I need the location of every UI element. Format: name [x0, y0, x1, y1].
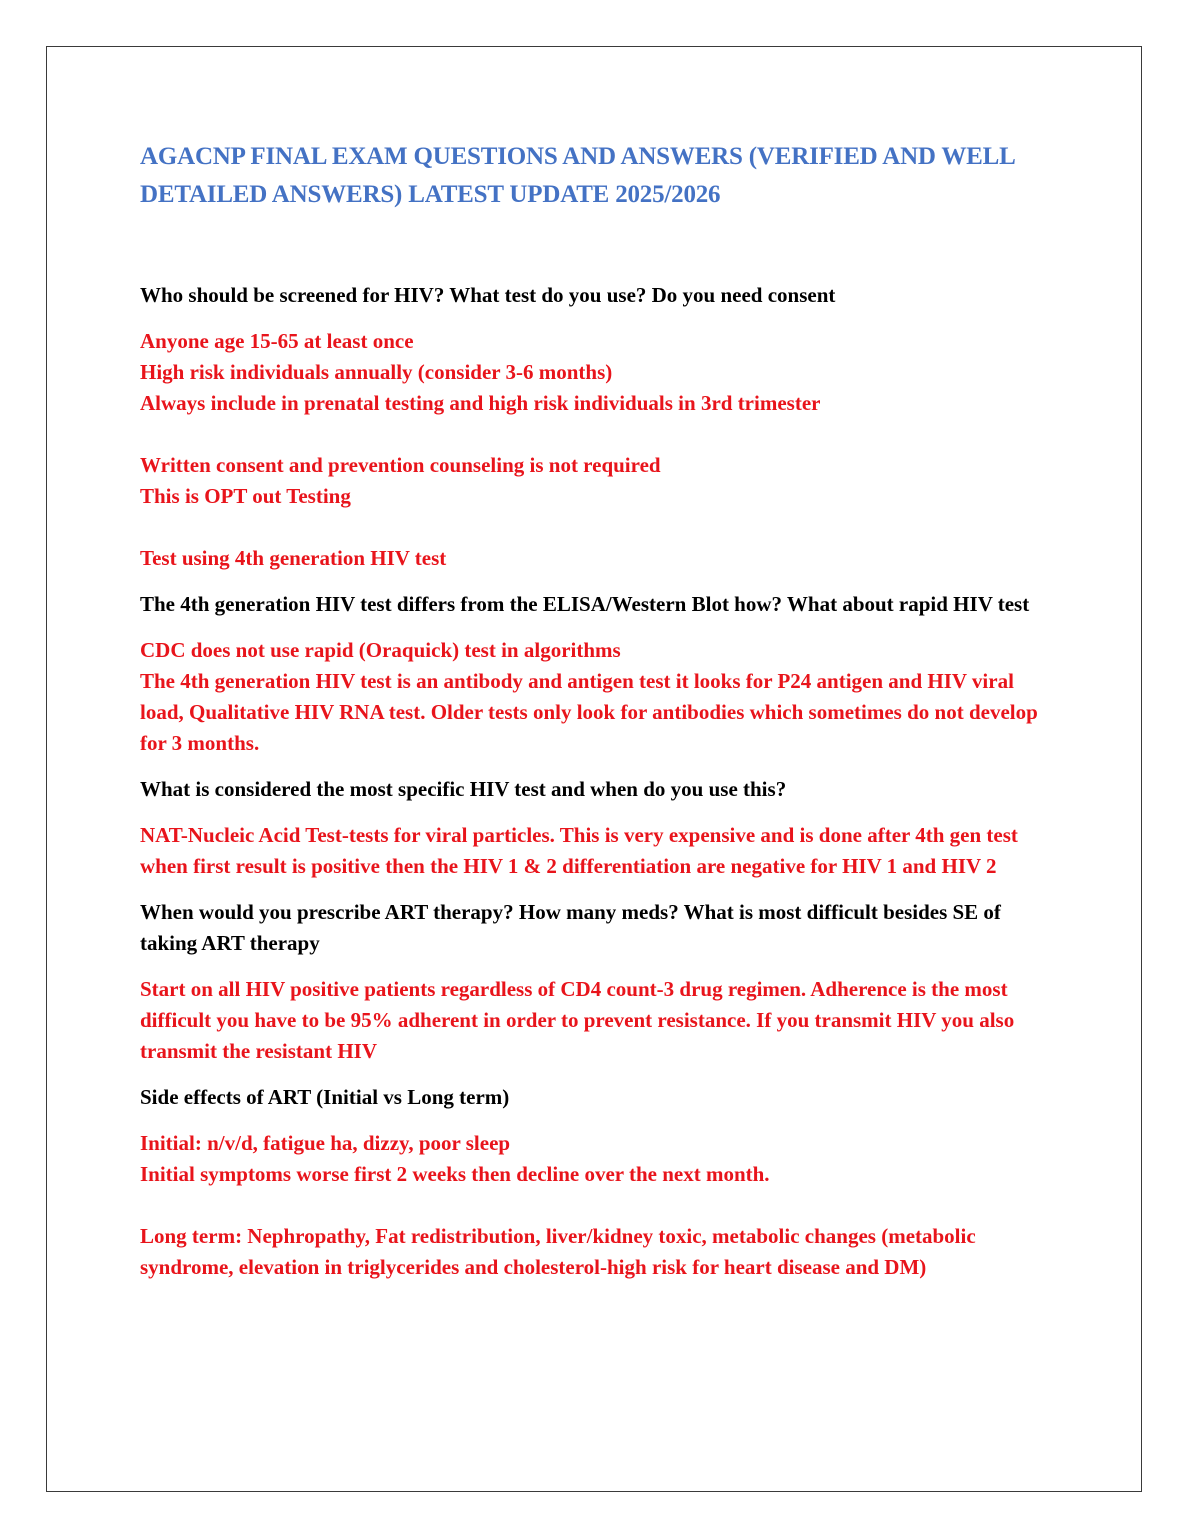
- answer-line: NAT-Nucleic Acid Test-tests for viral particles. This is very expensive and is done after 4th gen test when first result is positive then the HIV 1 & 2 differentiation are negative for HIV 1 and HIV 2: [140, 823, 1018, 878]
- answer: [140, 974, 1060, 1067]
- qa-block: [140, 774, 1060, 882]
- answer-line: High risk individuals annually (consider 3-6 months): [140, 360, 613, 384]
- answer-paragraph: [140, 1221, 1060, 1283]
- answer-line: Long term: Nephropathy, Fat redistribution, liver/kidney toxic, metabolic changes (metabolic syndrome, elevation in triglycerides and cholesterol-high risk for heart disease and DM): [140, 1224, 976, 1279]
- answer: [140, 1128, 1060, 1283]
- answer-paragraph: [140, 635, 1060, 759]
- document-body: [140, 138, 1060, 1298]
- answer-line: Initial symptoms worse first 2 weeks then decline over the next month.: [140, 1162, 770, 1186]
- answer-line: Always include in prenatal testing and high risk individuals in 3rd trimester: [140, 391, 821, 415]
- answer-paragraph: [140, 543, 1060, 574]
- qa-block: [140, 280, 1060, 574]
- answer-paragraph: [140, 1128, 1060, 1190]
- answer-line: Written consent and prevention counseling is not required: [140, 453, 661, 477]
- answer: [140, 635, 1060, 759]
- answer-paragraph: [140, 450, 1060, 512]
- qa-block: [140, 1082, 1060, 1283]
- answer-paragraph: [140, 820, 1060, 882]
- answer-line: CDC does not use rapid (Oraquick) test in algorithms: [140, 638, 621, 662]
- answer: [140, 326, 1060, 574]
- answer-paragraph: [140, 326, 1060, 419]
- qa-block: [140, 589, 1060, 759]
- question: Side effects of ART (Initial vs Long term): [140, 1085, 510, 1109]
- qa-block: [140, 897, 1060, 1067]
- answer: [140, 820, 1060, 882]
- answer-line: Start on all HIV positive patients regardless of CD4 count-3 drug regimen. Adherence is the most difficult you have to be 95% adherent in order to prevent resistance. If you transmit HIV you also transmit the resistant HIV: [140, 977, 1015, 1063]
- document-title: AGACNP FINAL EXAM QUESTIONS AND ANSWERS (VERIFIED AND WELL DETAILED ANSWERS) LATEST UPDATE 2025/2026: [140, 143, 1015, 208]
- answer-line: This is OPT out Testing: [140, 484, 351, 508]
- answer-line: Initial: n/v/d, fatigue ha, dizzy, poor sleep: [140, 1131, 511, 1155]
- question: When would you prescribe ART therapy? How many meds? What is most difficult besides SE of taking ART therapy: [140, 900, 1001, 955]
- question: Who should be screened for HIV? What test do you use? Do you need consent: [140, 283, 836, 307]
- answer-line: The 4th generation HIV test is an antibody and antigen test it looks for P24 antigen and HIV viral load, Qualitative HIV RNA test. Older tests only look for antibodies which sometimes do not develop for 3 months.: [140, 669, 1038, 755]
- answer-paragraph: [140, 974, 1060, 1067]
- answer-line: Anyone age 15-65 at least once: [140, 329, 414, 353]
- answer-line: Test using 4th generation HIV test: [140, 546, 447, 570]
- question: The 4th generation HIV test differs from the ELISA/Western Blot how? What about rapid HIV test: [140, 592, 1030, 616]
- question: What is considered the most specific HIV test and when do you use this?: [140, 777, 787, 801]
